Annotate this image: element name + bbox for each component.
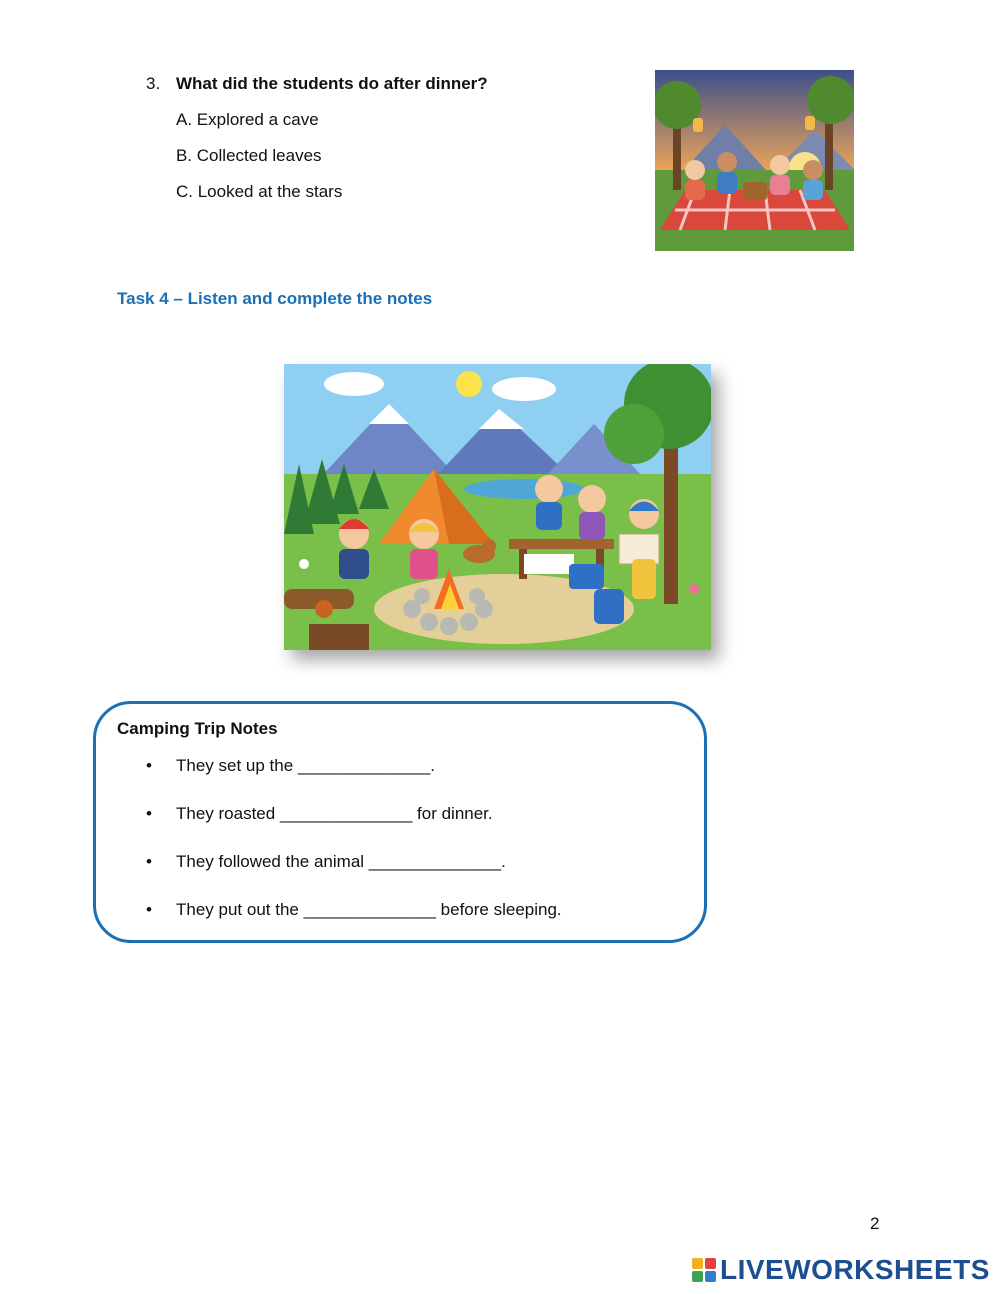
bullet: • (146, 756, 152, 775)
bullet: • (146, 804, 152, 823)
brand-logo (692, 1250, 990, 1290)
task-4-title: Task 4 – Listen and complete the notes (117, 289, 433, 308)
option-a[interactable]: A. Explored a cave (176, 110, 319, 129)
bullet: • (146, 900, 152, 919)
option-c[interactable]: C. Looked at the stars (176, 182, 343, 201)
bullet: • (146, 852, 152, 871)
brand-name: LIVEWORKSHEETS (720, 1254, 990, 1285)
note-item[interactable] (146, 852, 506, 872)
note-text: They roasted ______________ for dinner. (176, 804, 493, 823)
note-text: They set up the ______________. (176, 756, 435, 775)
question-text: What did the students do after dinner? (176, 74, 488, 93)
note-item[interactable] (146, 756, 435, 776)
option-b[interactable]: B. Collected leaves (176, 146, 322, 165)
camping-illustration (284, 364, 711, 650)
picnic-illustration (655, 70, 854, 251)
note-text: They put out the ______________ before sleeping. (176, 900, 562, 919)
page-number: 2 (870, 1214, 880, 1233)
note-item[interactable] (146, 900, 562, 920)
note-text: They followed the animal ______________. (176, 852, 506, 871)
note-item[interactable] (146, 804, 493, 824)
question-number: 3. (146, 74, 161, 93)
notes-title: Camping Trip Notes (117, 719, 278, 738)
brand-mark-icon (692, 1258, 716, 1282)
